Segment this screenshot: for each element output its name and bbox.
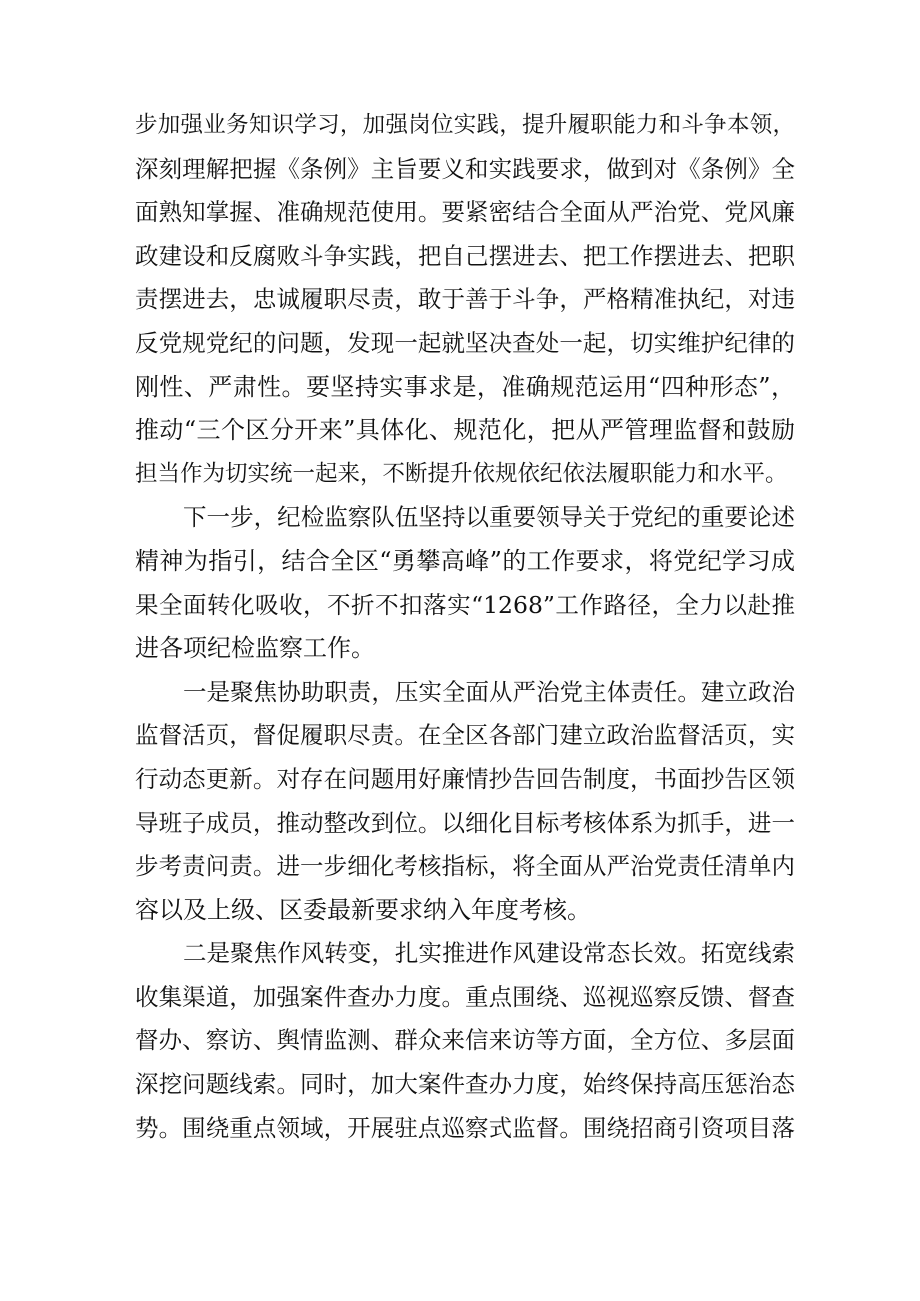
- text-line: 势。围绕重点领域，开展驻点巡察式监督。围绕招商引资项目落: [135, 1113, 795, 1142]
- paragraph-first-line: 下一步，纪检监察队伍坚持以重要领导关于党纪的重要论述: [183, 503, 795, 532]
- paragraph-last-line: 进各项纪检监察工作。: [135, 634, 375, 663]
- text-line: 反党规党纪的问题，发现一起就坚决查处一起，切实维护纪律的: [135, 328, 795, 357]
- document-body: [135, 104, 795, 1150]
- text-line: 步加强业务知识学习，加强岗位实践，提升履职能力和斗争本领，: [135, 112, 795, 138]
- text-line: 果全面转化吸收，不折不扣落实“1268”工作路径，全力以赴推: [135, 590, 795, 619]
- text-line: 责摆进去，忠诚履职尽责，敢于善于斗争，严格精准执纪，对违: [135, 285, 795, 314]
- text-line: 刚性、严肃性。要坚持实事求是，准确规范运用“四种形态”，: [135, 372, 795, 401]
- text-line: 收集渠道，加强案件查办力度。重点围绕、巡视巡察反馈、督查: [135, 982, 795, 1011]
- text-line: 监督活页，督促履职尽责。在全区各部门建立政治监督活页，实: [135, 721, 795, 750]
- text-line: 政建设和反腐败斗争实践，把自己摆进去、把工作摆进去、把职: [135, 241, 795, 270]
- paragraph-first-line: 二是聚焦作风转变，扎实推进作风建设常态长效。拓宽线索: [183, 939, 795, 968]
- text-line: 面熟知掌握、准确规范使用。要紧密结合全面从严治党、党风廉: [135, 198, 795, 227]
- paragraph-last-line: 容以及上级、区委最新要求纳入年度考核。: [135, 895, 591, 924]
- text-line: 精神为指引，结合全区“勇攀高峰”的工作要求，将党纪学习成: [135, 546, 795, 575]
- paragraph-first-line: 一是聚焦协助职责，压实全面从严治党主体责任。建立政治: [183, 677, 795, 706]
- text-line: 行动态更新。对存在问题用好廉情抄告回告制度，书面抄告区领: [135, 764, 795, 793]
- text-line: 推动“三个区分开来”具体化、规范化，把从严管理监督和鼓励: [135, 416, 795, 445]
- text-line: 步考责问责。进一步细化考核指标，将全面从严治党责任清单内: [135, 852, 795, 881]
- text-line: 深挖问题线索。同时，加大案件查办力度，始终保持高压惩治态: [135, 1070, 795, 1099]
- text-line: 督办、察访、舆情监测、群众来信来访等方面，全方位、多层面: [135, 1026, 795, 1055]
- text-line: 导班子成员，推动整改到位。以细化目标考核体系为抓手，进一: [135, 808, 795, 837]
- paragraph-last-line: 担当作为切实统一起来，不断提升依规依纪依法履职能力和水平。: [135, 460, 788, 487]
- text-line: 深刻理解把握《条例》主旨要义和实践要求，做到对《条例》全: [135, 154, 795, 183]
